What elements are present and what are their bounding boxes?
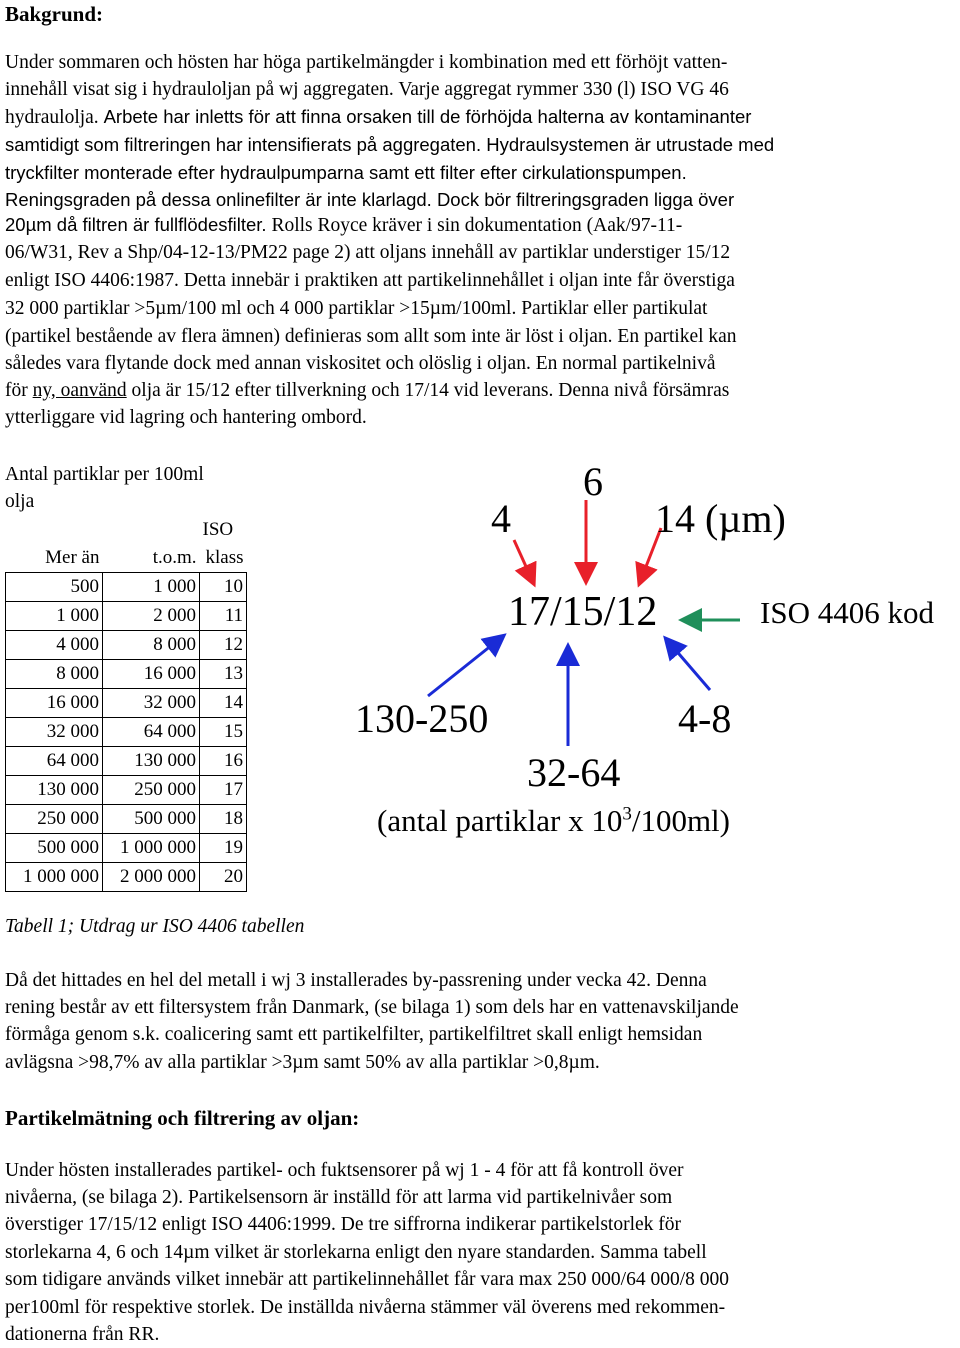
text-line: per100ml för respektive storlek. De inställda nivåerna stämmer väl överens med rekommen-	[5, 1297, 726, 1318]
text-fragment: Partiklar eller partikulat	[521, 298, 708, 319]
text-line: överstiger 17/15/12 enligt ISO 4406:1999. De tre siffrorna indikerar partikelstorlek för	[5, 1214, 682, 1235]
table-cell: 1 000 000	[6, 863, 103, 892]
table-cell: 16 000	[103, 660, 200, 689]
table-header-iso: ISO	[202, 519, 234, 540]
text-fragment: olja är 15/12 efter tillverkning och 17/14 vid leverans.	[126, 380, 554, 401]
table-cell: 1 000	[103, 573, 200, 602]
table-title: Antal partiklar per 100ml	[5, 464, 204, 485]
text-line: 06/W31, Rev a Shp/04-12-13/PM22 page 2) att oljans innehåll av partiklar understiger 15/12	[5, 242, 731, 263]
table-header-klass: klass	[200, 544, 247, 573]
table-cell: 8 000	[103, 631, 200, 660]
table-cell: 11	[200, 602, 247, 631]
text-line: Under sommaren och hösten har höga partikelmängder i kombination med ett förhöjt vatten-	[5, 52, 728, 73]
table-cell: 10	[200, 573, 247, 602]
iso-code-label: ISO 4406 kod	[760, 595, 934, 630]
text-line: ytterliggare vid lagring och hantering ombord.	[5, 407, 367, 428]
text-fragment: 20µm då filtren är fullflödesfilter.	[5, 214, 267, 235]
text-fragment: (partikel bestående av flera ämnen) definieras som allt som inte är löst i oljan.	[5, 326, 613, 347]
table-cell: 17	[200, 776, 247, 805]
text-line: nivåerna, (se bilaga 2). Partikelsensorn är inställd för att larma vid partikelnivåer som	[5, 1187, 673, 1208]
unit-text: /100ml)	[631, 803, 730, 838]
table-cell: 13	[200, 660, 247, 689]
table-cell: 32 000	[6, 718, 103, 747]
table-cell: 2 000 000	[103, 863, 200, 892]
heading-partikelmatning: Partikelmätning och filtrering av oljan:	[5, 1106, 360, 1130]
table-title: olja	[5, 491, 35, 512]
table-cell: 15	[200, 718, 247, 747]
text-fragment: Arbete har inletts för att finna orsaken till de förhöjda halterna av kontaminanter	[103, 106, 752, 127]
table-cell: 500	[6, 573, 103, 602]
text-line: förmåga genom s.k. coalicering samt ett partikelfilter, partikelfiltret skall enligt hemsidan	[5, 1024, 703, 1045]
heading-bakgrund: Bakgrund:	[5, 2, 104, 26]
particle-size-4: 4	[491, 496, 511, 541]
arrow-blue-4-8	[667, 640, 710, 690]
text-fragment: således vara flytande dock med annan viskositet och olöslig i oljan.	[5, 353, 531, 374]
table-cell: 16	[200, 747, 247, 776]
text-fragment: enligt ISO 4406:1987.	[5, 270, 179, 291]
range-4-8: 4-8	[678, 696, 732, 741]
text-line: avlägsna >98,7% av alla partiklar >3µm samt 50% av alla partiklar >0,8µm.	[5, 1052, 600, 1073]
text-fragment: 32 000 partiklar >5µm/100 ml och 4 000 partiklar >15µm/100ml.	[5, 298, 517, 319]
table-cell: 250 000	[103, 776, 200, 805]
particle-size-6: 6	[583, 459, 603, 504]
iso-code-value: 17/15/12	[508, 589, 658, 635]
text-line: rening består av ett filtersystem från Danmark, (se bilaga 1) som dels har en vattenavskiljande	[5, 997, 739, 1018]
text-fragment: Reningsgraden på dessa onlinefilter är inte klarlagd.	[5, 189, 432, 210]
arrow-red-4	[514, 540, 533, 582]
table-cell: 19	[200, 834, 247, 863]
table-cell: 500 000	[6, 834, 103, 863]
table-cell: 64 000	[6, 747, 103, 776]
underlined-text: ny, oanvänd	[32, 380, 127, 401]
table-cell: 16 000	[6, 689, 103, 718]
text-fragment: för	[5, 380, 33, 401]
text-line: Under hösten installerades partikel- och fuktsensorer på wj 1 - 4 för att få kontroll över	[5, 1160, 684, 1181]
table-cell: 130 000	[6, 776, 103, 805]
text-fragment: En partikel kan	[617, 326, 737, 347]
table-cell: 500 000	[103, 805, 200, 834]
text-fragment: Hydraulsystemen är utrustade med	[486, 134, 775, 155]
text-line: innehåll visat sig i hydrauloljan på wj aggregaten. Varje aggregat rymmer 330 (l) ISO VG 46	[5, 79, 729, 100]
text-line: dationerna från RR.	[5, 1324, 160, 1345]
text-fragment: samtidigt som filtreringen har intensifierats på aggregaten.	[5, 134, 482, 155]
table-cell: 32 000	[103, 689, 200, 718]
table-cell: 8 000	[6, 660, 103, 689]
table-cell: 130 000	[103, 747, 200, 776]
text-fragment: Dock bör filtreringsgraden ligga över	[436, 189, 735, 210]
text-fragment: Rolls Royce kräver i sin dokumentation (Aak/97-11-	[271, 215, 683, 236]
text-line: tryckfilter monterade efter hydraulpumparna samt ett filter efter cirkulationspumpen.	[5, 162, 687, 183]
table-cell: 14	[200, 689, 247, 718]
table-cell: 64 000	[103, 718, 200, 747]
text-line: som tidigare används vilket innebär att partikelinnehållet får vara max 250 000/64 000/8 000	[5, 1269, 730, 1290]
table-cell: 1 000 000	[103, 834, 200, 863]
table-header-mer-an: Mer än	[6, 544, 103, 573]
text-fragment: Denna nivå försämras	[558, 380, 730, 401]
table-cell: 12	[200, 631, 247, 660]
unit-text: (antal partiklar x 10	[377, 803, 623, 838]
unit-label	[377, 803, 730, 839]
text-fragment: Detta innebär i praktiken att partikelinnehållet i oljan inte får överstiga	[183, 270, 735, 291]
unit-exponent: 3	[622, 803, 632, 825]
table-cell: 18	[200, 805, 247, 834]
table-header-tom: t.o.m.	[103, 544, 200, 573]
table-caption: Tabell 1; Utdrag ur ISO 4406 tabellen	[5, 916, 305, 937]
particle-size-14: 14 (µm)	[655, 496, 786, 541]
text-fragment: hydraulolja.	[5, 107, 99, 128]
table-cell: 250 000	[6, 805, 103, 834]
text-fragment: En normal partikelnivå	[535, 353, 716, 374]
arrow-blue-130	[428, 637, 502, 696]
table-cell: 4 000	[6, 631, 103, 660]
range-32-64: 32-64	[527, 750, 621, 795]
text-line: Då det hittades en hel del metall i wj 3 installerades by-passrening under vecka 42. Denna	[5, 970, 707, 991]
range-130-250: 130-250	[355, 696, 489, 741]
table-cell: 1 000	[6, 602, 103, 631]
text-line: storlekarna 4, 6 och 14µm vilket är storlekarna enligt den nyare standarden. Samma tabell	[5, 1242, 707, 1263]
table-cell: 2 000	[103, 602, 200, 631]
table-cell: 20	[200, 863, 247, 892]
